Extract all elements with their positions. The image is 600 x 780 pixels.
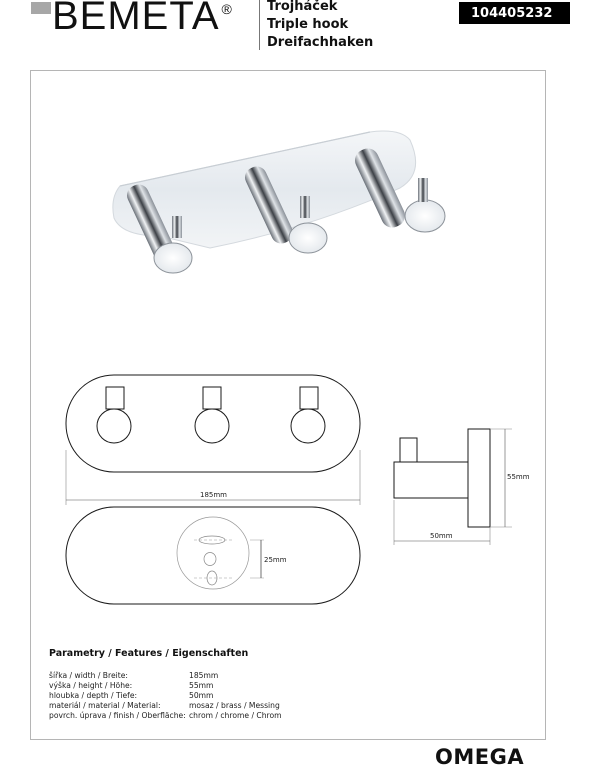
feature-value: 55mm: [189, 681, 214, 690]
feature-row: [49, 711, 282, 721]
feature-label: materiál / material / Material:: [49, 701, 161, 710]
side-view-drawing: [394, 429, 512, 545]
feature-value: mosaz / brass / Messing: [189, 701, 280, 710]
feature-row: [49, 691, 282, 701]
back-view-drawing: [66, 507, 360, 604]
feature-label: šířka / width / Breite:: [49, 671, 128, 680]
feature-label: výška / height / Höhe:: [49, 681, 133, 690]
product-series: OMEGA: [435, 745, 525, 769]
feature-row: [49, 701, 282, 711]
feature-value: chrom / chrome / Chrom: [189, 711, 282, 720]
mounting-spacing-label: 25mm: [264, 556, 287, 564]
depth-dimension-label: 50mm: [430, 532, 453, 540]
feature-label: hloubka / depth / Tiefe:: [49, 691, 138, 700]
product-code-text: 104405232: [471, 5, 553, 21]
width-dimension-label: 185mm: [200, 491, 227, 499]
feature-row: [49, 671, 282, 681]
features-section: [49, 648, 282, 721]
title-english: Triple hook: [267, 17, 349, 32]
brand-name: BEMETA: [52, 0, 220, 38]
feature-value: 185mm: [189, 671, 219, 680]
title-german: Dreifachhaken: [267, 35, 374, 50]
height-dimension-label: 55mm: [507, 473, 530, 481]
feature-row: [49, 681, 282, 691]
registered-mark: ®: [221, 1, 233, 17]
title-czech: Trojháček: [267, 0, 338, 14]
feature-value: 50mm: [189, 691, 214, 700]
feature-label: povrch. úprava / finish / Oberfläche:: [49, 711, 186, 720]
front-view-drawing: [66, 375, 360, 472]
features-title: Parametry / Features / Eigenschaften: [49, 648, 249, 659]
